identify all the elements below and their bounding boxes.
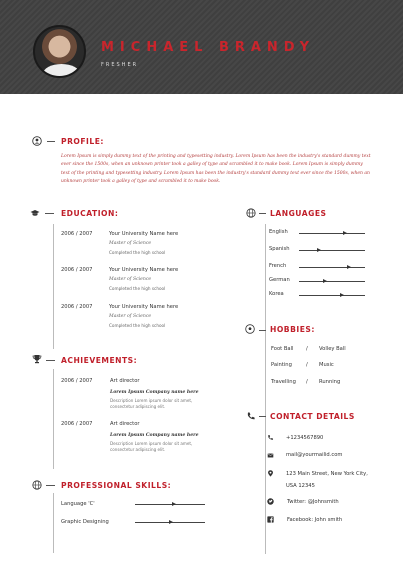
left-timeline [53, 493, 54, 553]
skill-level-marker [172, 502, 176, 506]
language-label: French [269, 263, 287, 269]
education-title: EDUCATION: [61, 209, 119, 218]
header-banner [0, 0, 403, 94]
graduation-cap-icon [30, 208, 40, 218]
profile-text: Lorem Ipsum is simply dummy text of the printing and typesetting industry. Lorem Ipsum has been the industry's standard dummy text ever since the 1500s, when an unknown printer took a galley of type and scrambled it to make book. Lorem Ipsum is simply dummy text of the printing and typesetting industry. Lorem Ipsum has been the industry's standard dummy text ever since the 1500s, when an unknown printer took a galley of type and scrambled it to make book. [61, 154, 371, 184]
profile-title: PROFILE: [61, 137, 104, 146]
achievement-description: Description Lorem ipsum dolor sit amet, consectetur adipiscing elit. [110, 398, 193, 409]
divider [45, 213, 54, 214]
achievement-company: Lorem Ipsum Company name here [110, 390, 199, 395]
skill-level-marker [169, 520, 173, 524]
hobby-separator: / [306, 346, 308, 352]
divider [46, 485, 55, 486]
football-icon [245, 324, 255, 334]
education-note: Completed the high school [109, 250, 166, 255]
language-bar [299, 295, 365, 296]
contact-facebook[interactable]: Facebook: John smith [287, 517, 343, 523]
education-school: Your University Name here [109, 267, 179, 273]
left-timeline [53, 369, 54, 469]
phone-icon [267, 434, 274, 441]
candidate-name: MICHAEL BRANDY [101, 40, 316, 55]
hobby-item: Foot Ball [271, 346, 294, 352]
education-school: Your University Name here [109, 231, 179, 237]
education-years: 2006 / 2007 [61, 304, 93, 310]
hobby-item: Travelling [271, 379, 296, 385]
language-label: Korea [269, 291, 284, 297]
avatar [33, 25, 86, 78]
contact-address-line1: 123 Main Street, New York City, [286, 471, 368, 477]
achievement-role: Art director [110, 378, 140, 384]
hobby-item: Running [319, 379, 341, 385]
phone-icon [246, 411, 256, 421]
globe-icon [246, 208, 256, 218]
education-years: 2006 / 2007 [61, 231, 93, 237]
contact-email[interactable]: mail@yourmailid.com [286, 452, 343, 458]
education-degree: Master of Science [109, 314, 152, 319]
skill-label: Graphic Designing [61, 519, 109, 525]
languages-title: LANGUAGES [270, 209, 327, 218]
language-label: English [269, 229, 288, 235]
language-level-marker [343, 231, 347, 235]
language-level-marker [347, 265, 351, 269]
facebook-icon [267, 516, 274, 523]
hobby-item: Music [319, 362, 334, 368]
achievement-company: Lorem Ipsum Company name here [110, 433, 199, 438]
skill-bar [135, 504, 205, 505]
education-school: Your University Name here [109, 304, 179, 310]
language-level-marker [340, 293, 344, 297]
location-pin-icon [267, 470, 274, 477]
language-bar [299, 281, 365, 282]
envelope-icon [267, 452, 274, 459]
divider [259, 330, 266, 331]
divider [259, 416, 266, 417]
contact-phone: +1234567890 [286, 435, 324, 441]
twitter-icon [267, 498, 274, 505]
education-years: 2006 / 2007 [61, 267, 93, 273]
left-timeline [53, 224, 54, 349]
trophy-icon [32, 354, 42, 364]
divider [47, 141, 55, 142]
language-level-marker [317, 248, 321, 252]
language-bar [299, 233, 365, 234]
contact-address-line2: USA 12345 [286, 483, 315, 489]
user-circle-icon [32, 136, 42, 146]
language-level-marker [323, 279, 327, 283]
achievement-role: Art director [110, 421, 140, 427]
achievement-description: Description Lorem ipsum dolor sit amet, consectetur adipiscing elit. [110, 441, 193, 452]
divider [259, 213, 266, 214]
education-note: Completed the high school [109, 323, 166, 328]
education-degree: Master of Science [109, 277, 152, 282]
hobby-item: Painting [271, 362, 292, 368]
achievement-years: 2006 / 2007 [61, 421, 93, 427]
language-bar [299, 250, 365, 251]
hobbies-title: HOBBIES: [270, 325, 315, 334]
education-note: Completed the high school [109, 286, 166, 291]
contact-title: CONTACT DETAILS [270, 412, 355, 421]
candidate-role: FRESHER [101, 62, 139, 68]
hobby-separator: / [306, 379, 308, 385]
divider [46, 360, 55, 361]
achievements-title: ACHIEVEMENTS: [61, 356, 138, 365]
language-label: Spanish [269, 246, 290, 252]
skill-label: Language 'C' [61, 501, 95, 507]
skills-title: PROFESSIONAL SKILLS: [61, 481, 172, 490]
hobby-separator: / [306, 362, 308, 368]
language-label: German [269, 277, 290, 283]
right-timeline [265, 224, 266, 554]
hobby-item: Volley Ball [319, 346, 346, 352]
achievement-years: 2006 / 2007 [61, 378, 93, 384]
contact-twitter[interactable]: Twitter: @Johnsmith [287, 499, 339, 505]
globe-icon [32, 480, 42, 490]
language-bar [299, 267, 365, 268]
education-degree: Master of Science [109, 241, 152, 246]
